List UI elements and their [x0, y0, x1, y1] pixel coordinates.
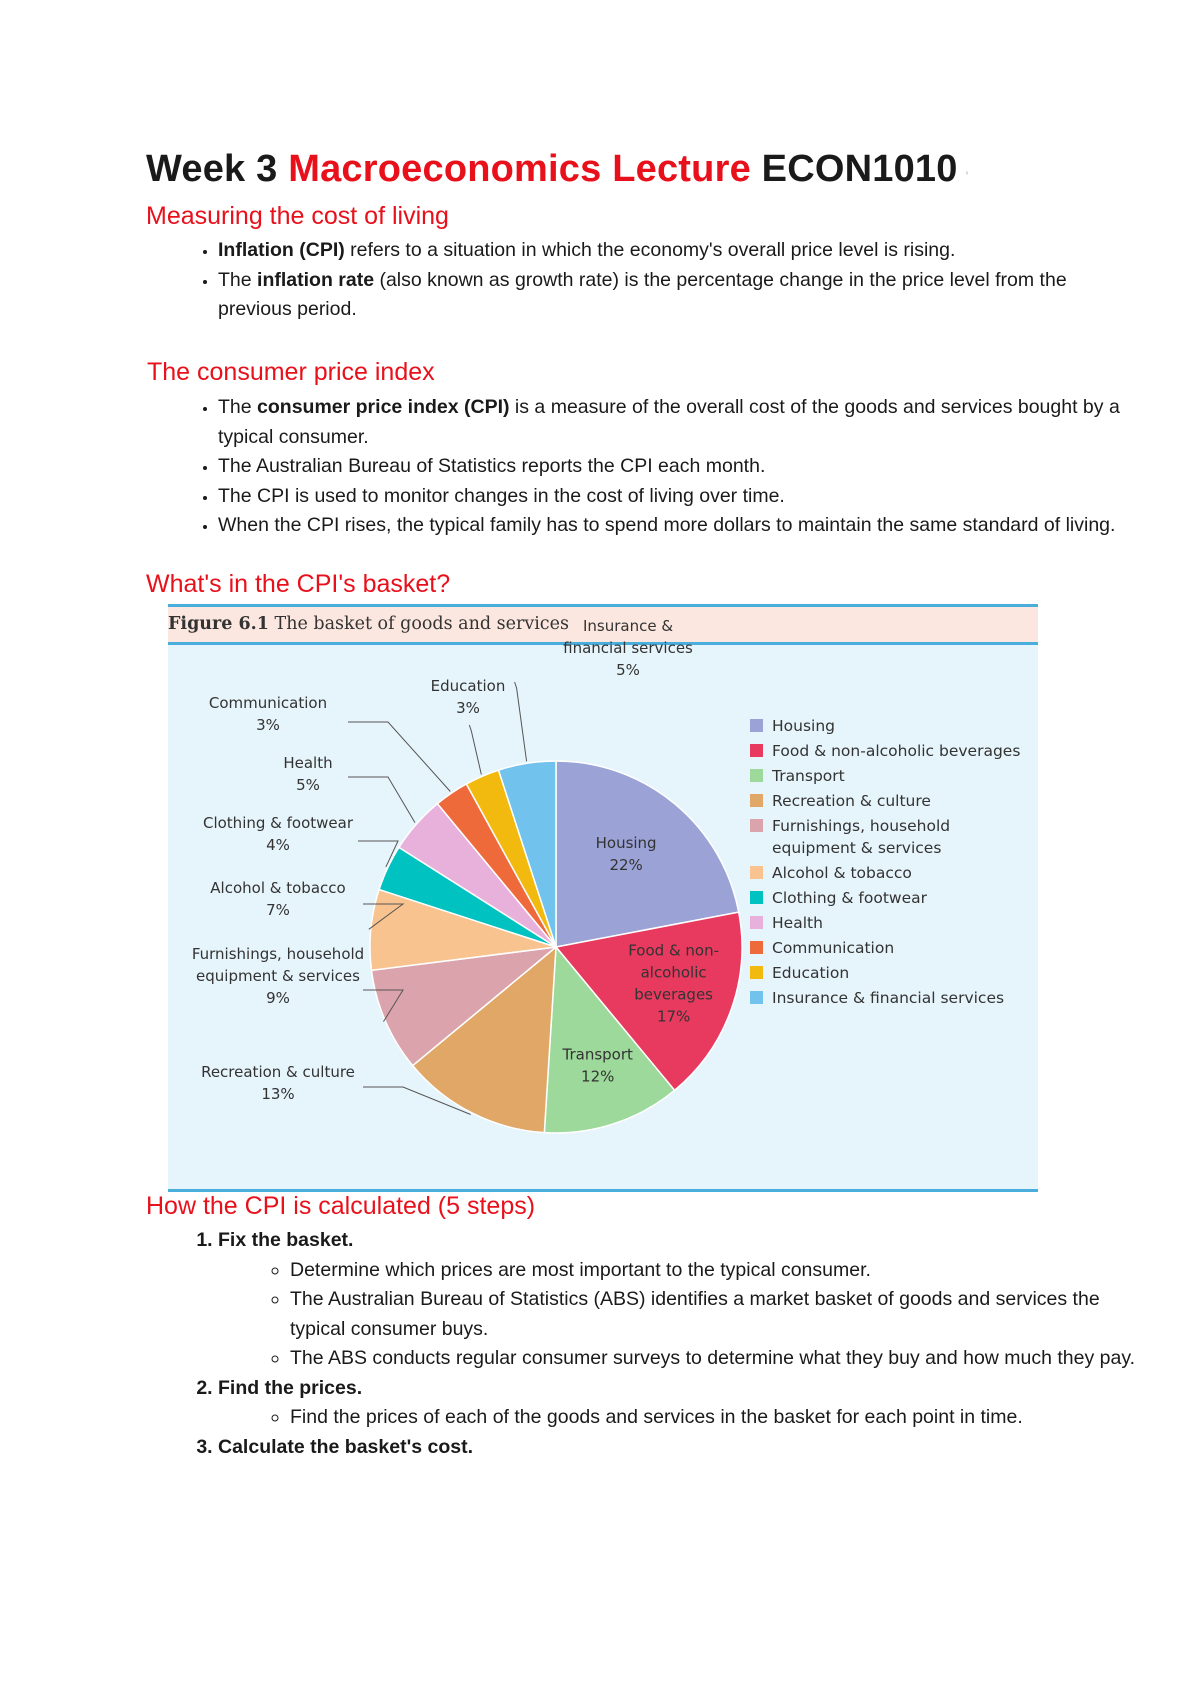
- legend-label: Alcohol & tobacco: [772, 864, 912, 882]
- list-item: • The CPI is used to monitor changes in the cost of living over time.: [218, 482, 1138, 512]
- slice-label: Health 5%: [283, 754, 333, 794]
- bullet-text: (also known as growth rate) is the percentage change in the price level from the previous period.: [218, 268, 1067, 320]
- list-item: [218, 236, 1138, 266]
- list-item: • The Australian Bureau of Statistics reports the CPI each month.: [218, 452, 1138, 482]
- page-title: [146, 148, 968, 191]
- step-label: Fix the basket.: [218, 1229, 354, 1251]
- slice-label: Food & non-alcoholic beverages 17%: [628, 941, 720, 1026]
- legend-swatch: [750, 769, 763, 782]
- legend-swatch: [750, 916, 763, 929]
- cpi-basket-figure: [168, 604, 1038, 1192]
- term-inflation: Inflation (CPI): [218, 239, 345, 261]
- legend-label: Recreation & culture: [772, 792, 931, 810]
- cpi-steps-list: [146, 1226, 1138, 1462]
- slice-label: Communication 3%: [208, 694, 328, 734]
- legend-swatch: [750, 744, 763, 757]
- sub-list-item: ◦ The ABS conducts regular consumer surveys to determine what they buy and how much they pay.: [290, 1344, 1138, 1374]
- legend-label: Education: [772, 964, 850, 982]
- section-heading-basket: What's in the CPI's basket?: [146, 570, 451, 598]
- section-heading-cost-of-living: Measuring the cost of living: [146, 202, 449, 230]
- step-item: [218, 1374, 1138, 1433]
- slice-label: Alcohol & tobacco 7%: [210, 879, 346, 919]
- list-item: [218, 393, 1138, 452]
- step-item: [218, 1226, 1138, 1374]
- sub-list-item: ◦ Find the prices of each of the goods and services in the basket for each point in time.: [290, 1403, 1138, 1433]
- bullet-text: is a measure of the overall cost of the goods and services bought by a typical consumer.: [218, 396, 1120, 448]
- legend-label: Furnishings, household equipment & services: [772, 817, 951, 857]
- title-week: Week 3: [146, 148, 289, 190]
- slice-label: Transport 12%: [562, 1045, 633, 1086]
- cost-of-living-list: [146, 236, 1138, 325]
- legend-swatch: [750, 866, 763, 879]
- leader-line: [348, 722, 450, 792]
- legend-label: Health: [772, 914, 823, 932]
- title-course-code: ECON1010: [750, 148, 958, 190]
- sub-list-item: ◦ Determine which prices are most important to the typical consumer.: [290, 1256, 1138, 1286]
- slice-label: Recreation & culture 13%: [201, 1063, 355, 1103]
- section-heading-cpi: The consumer price index: [147, 358, 435, 386]
- pie-chart: [168, 607, 1038, 1189]
- legend-swatch: [750, 719, 763, 732]
- legend-label: Clothing & footwear: [772, 889, 928, 907]
- bullet-text: refers to a situation in which the economy's overall price level is rising.: [344, 239, 956, 261]
- list-item: [218, 266, 1138, 325]
- step-item: [218, 1433, 1138, 1463]
- legend-label: Insurance & financial services: [772, 989, 1005, 1007]
- legend-label: Communication: [772, 939, 895, 957]
- legend-label: Transport: [772, 767, 845, 785]
- step-label: Calculate the basket's cost.: [218, 1435, 473, 1458]
- legend-swatch: [750, 891, 763, 904]
- bullet-text: The: [218, 396, 258, 418]
- legend-swatch: [750, 794, 763, 807]
- step-label: Find the prices.: [218, 1376, 363, 1399]
- section-heading-cpi-calculation: How the CPI is calculated (5 steps): [146, 1192, 536, 1220]
- term-inflation-rate: inflation rate: [257, 268, 375, 291]
- figure-caption-text: The basket of goods and services: [274, 614, 569, 634]
- legend-swatch: [750, 991, 763, 1004]
- legend-swatch: [750, 941, 763, 954]
- bullet-text: The: [218, 268, 258, 291]
- leader-line: [515, 682, 527, 761]
- legend-label: Housing: [772, 717, 836, 735]
- list-item: • When the CPI rises, the typical family has to spend more dollars to maintain the same standard of living.: [218, 511, 1138, 541]
- leader-line: [348, 777, 415, 823]
- legend-swatch: [750, 966, 763, 979]
- figure-number: Figure 6.1: [168, 614, 269, 634]
- slice-label: Education 3%: [430, 677, 506, 717]
- legend-swatch: [750, 819, 763, 832]
- title-subject: Macroeconomics Lecture: [288, 148, 751, 190]
- sub-list: [218, 1403, 1138, 1433]
- slice-label: Housing 22%: [595, 834, 657, 875]
- legend-label: Food & non-alcoholic beverages: [772, 742, 1021, 760]
- slice-label: Insurance & financial services 5%: [563, 617, 693, 679]
- slice-label: Clothing & footwear 4%: [202, 814, 354, 854]
- sub-list-item: ◦ The Australian Bureau of Statistics (ABS) identifies a market basket of goods and services the typical consumer buys.: [290, 1285, 1138, 1344]
- term-cpi: consumer price index (CPI): [257, 396, 510, 418]
- leader-line: [469, 725, 481, 774]
- slice-label: Furnishings, household equipment & services 9%: [191, 945, 365, 1007]
- title-tick-mark: ': [965, 168, 969, 184]
- sub-list: [218, 1256, 1138, 1374]
- cpi-list: [146, 393, 1138, 541]
